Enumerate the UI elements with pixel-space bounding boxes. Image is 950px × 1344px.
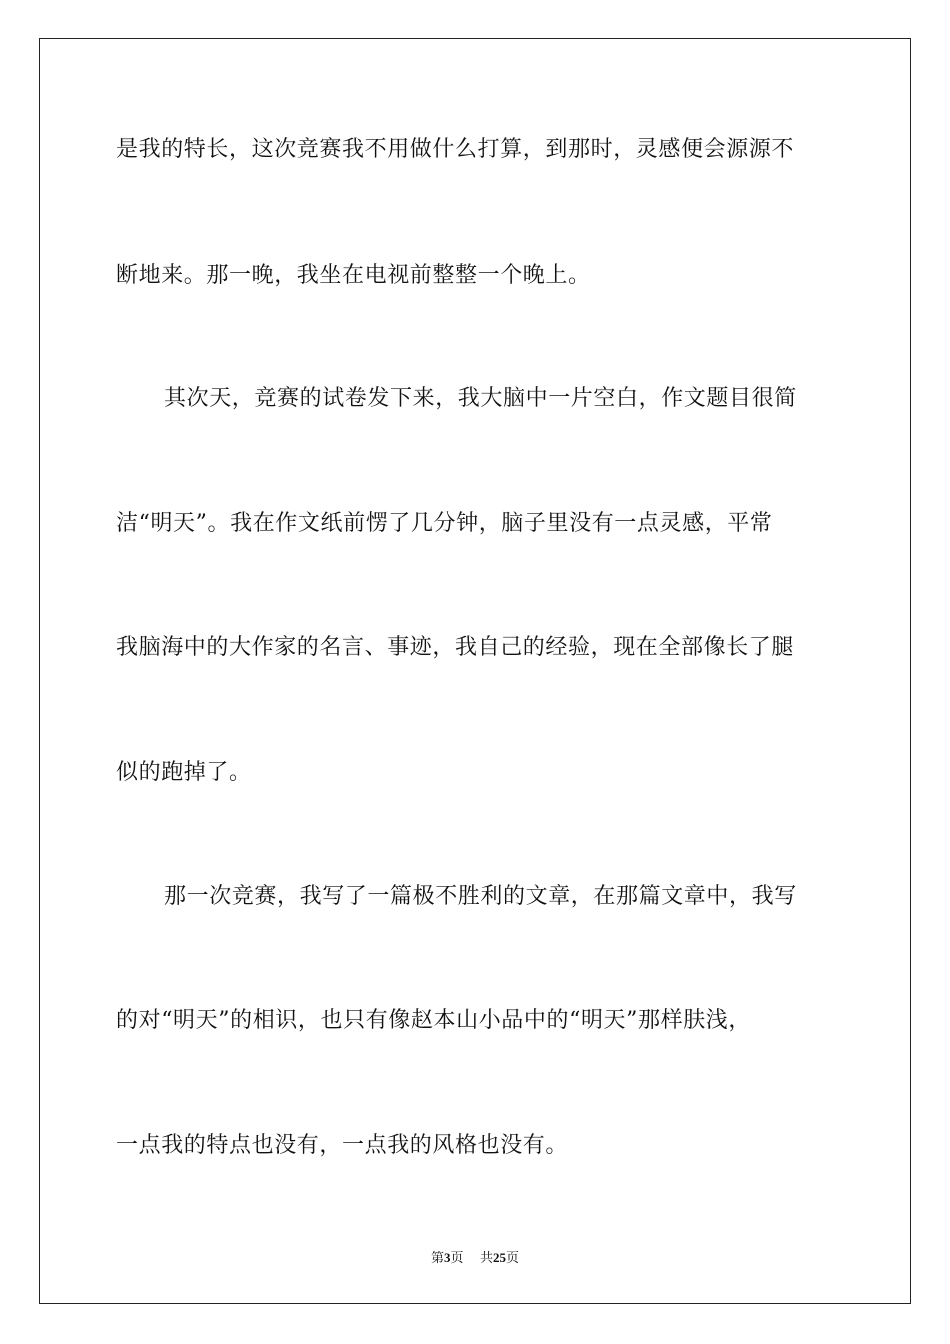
page-frame — [39, 38, 911, 1304]
text-line: 似的跑掉了。 — [116, 760, 252, 785]
page-suffix: 页 — [450, 1251, 464, 1266]
text-line-indented: 其次天，竞赛的试卷发下来，我大脑中一片空白，作文题目很简 — [164, 386, 797, 411]
text-line: 我脑海中的大作家的名言、事迹，我自己的经验，现在全部像长了腿 — [116, 635, 795, 660]
page-prefix: 第 — [430, 1251, 444, 1266]
total-pages: 25 — [493, 1250, 507, 1265]
text-line-indented: 那一次竞赛，我写了一篇极不胜利的文章，在那篇文章中，我写 — [164, 884, 797, 909]
total-suffix: 页 — [506, 1251, 520, 1266]
text-line: 的对“明天”的相识，也只有像赵本山小品中的“明天”那样肤浅， — [116, 1008, 751, 1033]
page-footer — [0, 1247, 950, 1266]
page-number: 3 — [443, 1250, 451, 1265]
text-line: 是我的特长，这次竞赛我不用做什么打算，到那时，灵感便会源源不 — [116, 137, 795, 162]
total-prefix: 共 — [480, 1251, 494, 1266]
text-line: 洁“明天”。我在作文纸前愣了几分钟，脑子里没有一点灵感，平常 — [116, 511, 773, 536]
text-line: 断地来。那一晚，我坐在电视前整整一个晚上。 — [116, 263, 591, 288]
text-line: 一点我的特点也没有，一点我的风格也没有。 — [116, 1133, 569, 1158]
